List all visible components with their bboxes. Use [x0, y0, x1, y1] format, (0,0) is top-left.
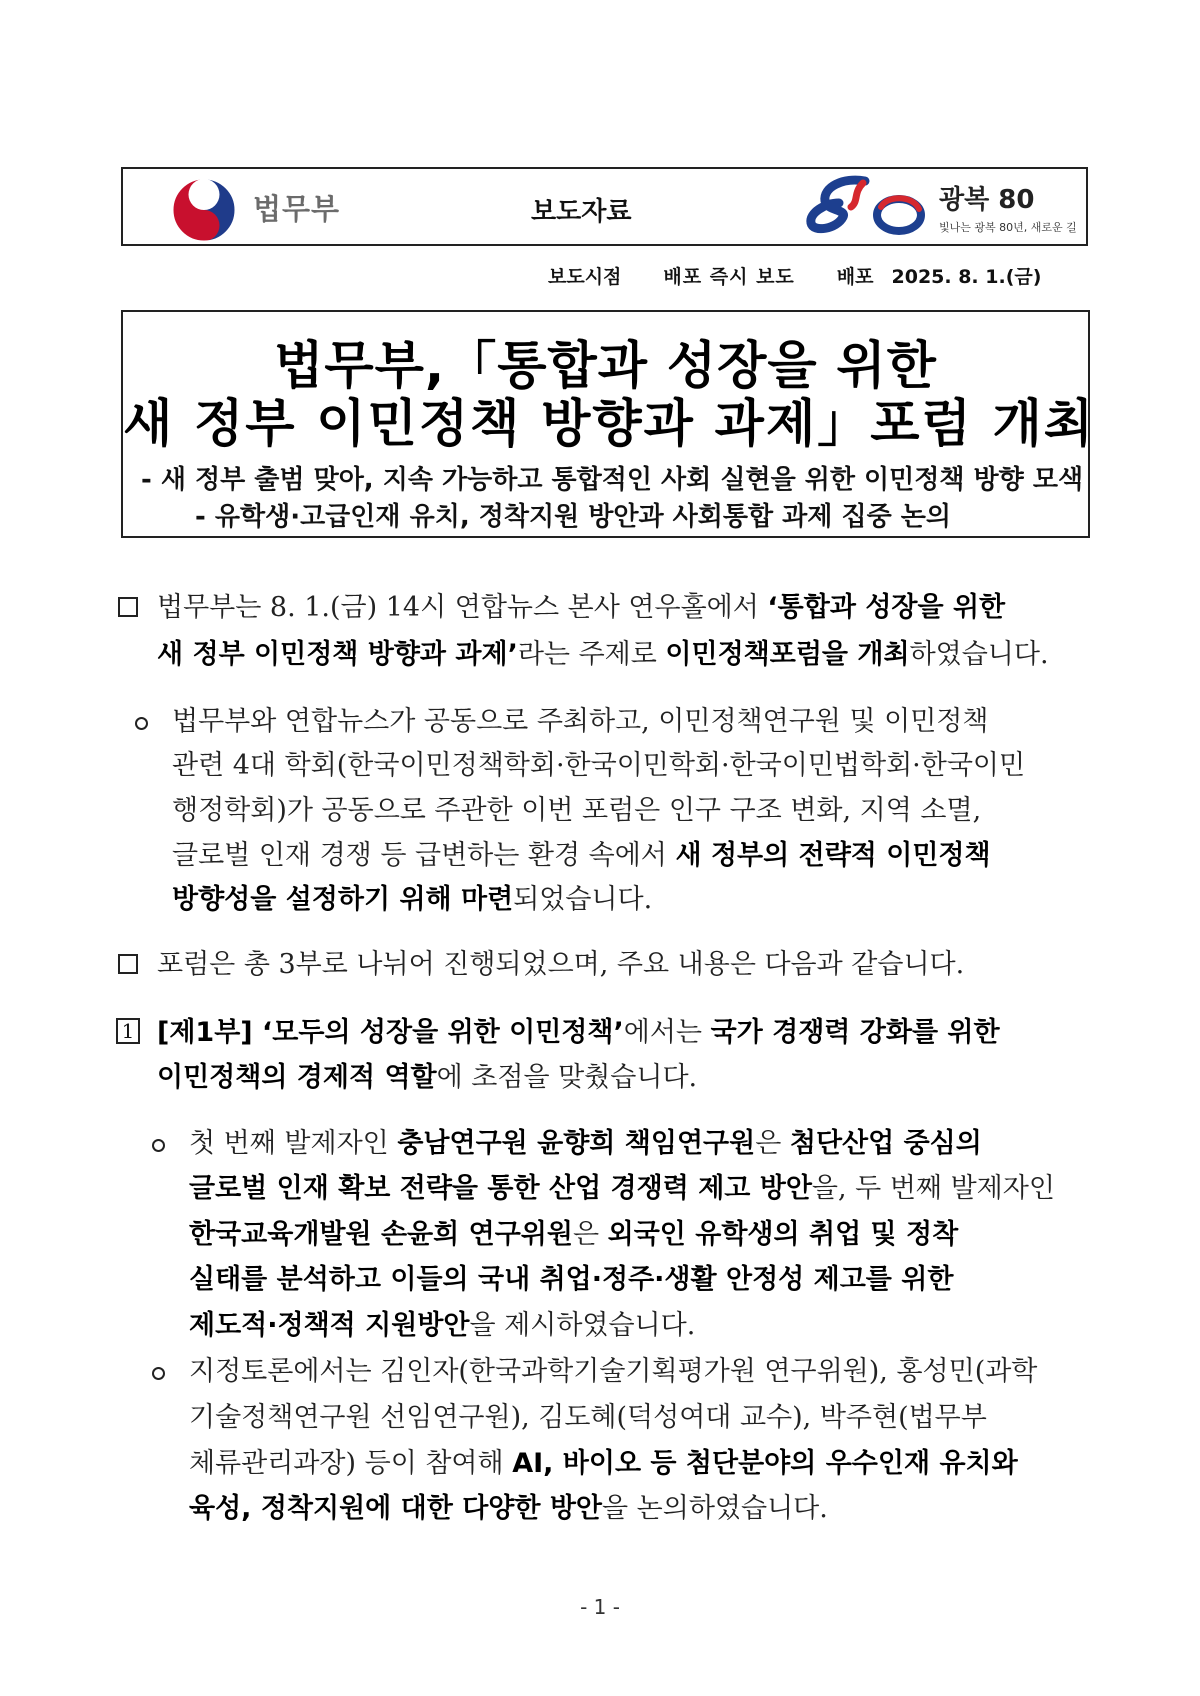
presenters-line-5: 제도적·정책적 지원방안을 제시하였습니다. [189, 1310, 696, 1341]
taegeuk-emblem-icon [171, 177, 237, 243]
discussion-line-4: 육성, 정착지원에 대한 다양한 방안을 논의하였습니다. [189, 1493, 828, 1524]
discussion-line-2: 기술정책연구원 선임연구원), 김도혜(덕성여대 교수), 박주현(법무부 [189, 1402, 987, 1433]
page-number: - 1 - [580, 1595, 620, 1619]
release-info [548, 262, 1041, 289]
release-timing: 배포 즉시 보도 [663, 266, 795, 288]
section1-line-1: 법무부는 8. 1.(금) 14시 연합뉴스 본사 연우홀에서 ‘통합과 성장을 위한 [157, 592, 1006, 623]
part-number-box: 1 [116, 1018, 140, 1044]
section1-line-2: 새 정부 이민정책 방향과 과제’라는 주제로 이민정책포럼을 개최하였습니다. [157, 639, 1049, 670]
circle-bullet-icon [135, 717, 148, 730]
section1-sub-line-3: 행정학회)가 공동으로 주관한 이번 포럼은 인구 구조 변화, 지역 소멸, [172, 795, 982, 826]
presenters-line-3: 한국교육개발원 손윤희 연구위원은 외국인 유학생의 취업 및 정착 [189, 1219, 959, 1250]
distribution-label: 배포 [836, 266, 874, 288]
presenters-line-2: 글로벌 인재 확보 전략을 통한 산업 경쟁력 제고 방안을, 두 번째 발제자인 [189, 1173, 1055, 1204]
press-header [121, 167, 1088, 246]
circle-bullet-icon [152, 1367, 165, 1380]
release-label: 보도시점 [548, 266, 622, 288]
presenters-line-4: 실태를 분석하고 이들의 국내 취업·정주·생활 안정성 제고를 위한 [189, 1264, 954, 1295]
square-bullet-icon [118, 597, 138, 617]
liberation-80-logo-icon [803, 173, 933, 243]
headline-line-1: 법무부,「통합과 성장을 위한 [274, 337, 937, 396]
subheadline-2: - 유학생·고급인재 유치, 정착지원 방안과 사회통합 과제 집중 논의 [195, 502, 951, 532]
discussion-line-1: 지정토론에서는 김인자(한국과학기술기획평가원 연구위원), 홍성민(과학 [189, 1356, 1038, 1387]
subheadline-1: - 새 정부 출범 맞아, 지속 가능하고 통합적인 사회 실현을 위한 이민정책 방향 모색 [141, 465, 1084, 495]
ministry-name: 법무부 [253, 192, 341, 226]
document-type: 보도자료 [531, 197, 632, 227]
section1-sub-line-1: 법무부와 연합뉴스가 공동으로 주최하고, 이민정책연구원 및 이민정책 [172, 706, 989, 737]
section2-line-1: 포럼은 총 3부로 나뉘어 진행되었으며, 주요 내용은 다음과 같습니다. [157, 949, 965, 980]
headline-box [121, 310, 1096, 538]
release-date: 2025. 8. 1.(금) [891, 266, 1042, 288]
anniversary-title: 광복 80 [939, 185, 1035, 215]
part1-line-2: 이민정책의 경제적 역할에 초점을 맞췄습니다. [157, 1062, 698, 1093]
section1-sub-line-4: 글로벌 인재 경쟁 등 급변하는 환경 속에서 새 정부의 전략적 이민정책 [172, 840, 991, 871]
anniversary-tagline: 빛나는 광복 80년, 새로운 길 [939, 221, 1077, 234]
part1-line-1: [제1부] ‘모두의 성장을 위한 이민정책’에서는 국가 경쟁력 강화를 위한 [157, 1017, 1000, 1048]
headline-line-2: 새 정부 이민정책 방향과 과제」포럼 개최 [123, 395, 1096, 454]
section1-sub-line-5: 방향성을 설정하기 위해 마련되었습니다. [172, 884, 653, 915]
section1-sub-line-2: 관련 4대 학회(한국이민정책학회·한국이민학회·한국이민법학회·한국이민 [172, 750, 1026, 781]
circle-bullet-icon [152, 1139, 165, 1152]
square-bullet-icon [118, 954, 138, 974]
discussion-line-3: 체류관리과장) 등이 참여해 AI, 바이오 등 첨단분야의 우수인재 유치와 [189, 1448, 1018, 1479]
presenters-line-1: 첫 번째 발제자인 충남연구원 윤향희 책임연구원은 첨단산업 중심의 [189, 1128, 982, 1159]
